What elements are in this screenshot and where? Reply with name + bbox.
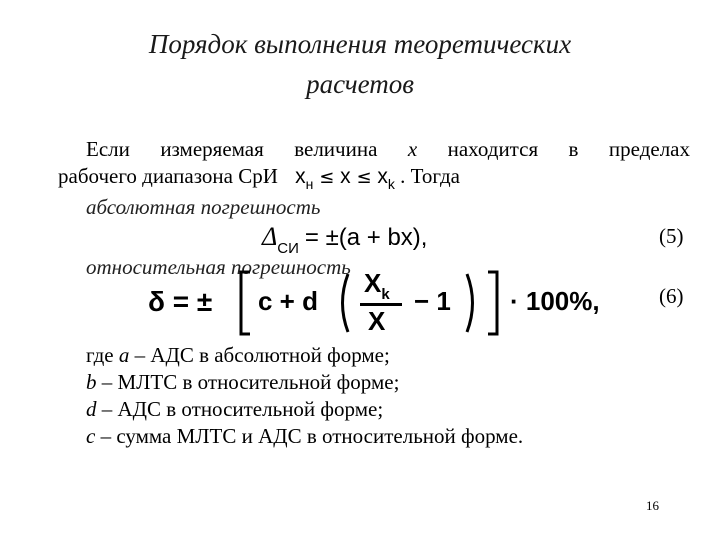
equation-5-body: = ±(a + bx), (304, 224, 428, 251)
absolute-error-label: абсолютная погрешность (86, 195, 321, 219)
definition-c (86, 423, 523, 449)
range-x-high: x (377, 165, 388, 188)
variable-x: x (407, 137, 418, 161)
delta-subscript: СИ (277, 240, 299, 257)
equation-6-tail: · 100%, (510, 286, 600, 316)
word: Если (86, 137, 130, 161)
fraction-denominator: X (368, 306, 386, 336)
equation-5-number: (5) (659, 224, 684, 248)
leq-symbol: ≤ (319, 167, 335, 188)
numerator-x: X (364, 268, 382, 298)
definition-symbol: d (86, 397, 97, 421)
equation-6-c-plus-d: c + d (258, 286, 318, 316)
definition-text: – сумма МЛТС и АДС в относительной форме. (95, 424, 524, 448)
left-square-bracket (238, 270, 252, 336)
range-x-low: x (295, 165, 306, 188)
definition-text: – АДС в относительной форме; (96, 397, 384, 421)
minus-one: − 1 (414, 286, 451, 316)
equation-6-lhs: δ = ± (148, 286, 213, 317)
range-x-mid: x (340, 165, 351, 188)
definition-d (86, 396, 383, 422)
word: находится (447, 137, 539, 161)
equation-6 (148, 270, 648, 338)
word: величина (294, 137, 378, 161)
word: пределах (608, 137, 690, 161)
slide-title-line-1: Порядок выполнения теоретических (148, 29, 572, 59)
fraction-numerator (364, 268, 390, 303)
range-sub-low: н (305, 176, 314, 192)
numerator-subscript: k (381, 286, 390, 303)
leq-symbol: ≤ (356, 167, 372, 188)
equation-6-number: (6) (659, 284, 684, 308)
definition-prefix: где (86, 343, 114, 367)
word: измеряемая (160, 137, 264, 161)
slide-title-line-2: расчетов (306, 69, 414, 99)
paragraph-line-2-suffix: . Тогда (400, 164, 460, 188)
definition-symbol: a (118, 343, 130, 367)
paragraph-line-2-prefix: рабочего диапазона СрИ (58, 164, 278, 188)
right-square-bracket (486, 270, 500, 336)
page-number: 16 (646, 498, 659, 513)
definition-a (86, 342, 390, 368)
definition-text: – АДС в абсолютной форме; (129, 343, 390, 367)
right-parenthesis (464, 272, 480, 334)
delta-symbol: Δ (262, 222, 278, 251)
paragraph-line-1 (86, 136, 690, 162)
paragraph-line-2 (58, 163, 460, 191)
definition-text: – МЛТС в относительной форме; (96, 370, 400, 394)
definition-symbol: b (86, 370, 97, 394)
equation-5 (262, 222, 428, 257)
range-sub-high: k (387, 176, 395, 192)
word: в (568, 137, 579, 161)
range-formula (295, 165, 395, 192)
definition-b (86, 369, 399, 395)
left-parenthesis (335, 272, 351, 334)
definition-symbol: c (86, 424, 96, 448)
relative-error-label: относительная погрешность (86, 255, 351, 279)
